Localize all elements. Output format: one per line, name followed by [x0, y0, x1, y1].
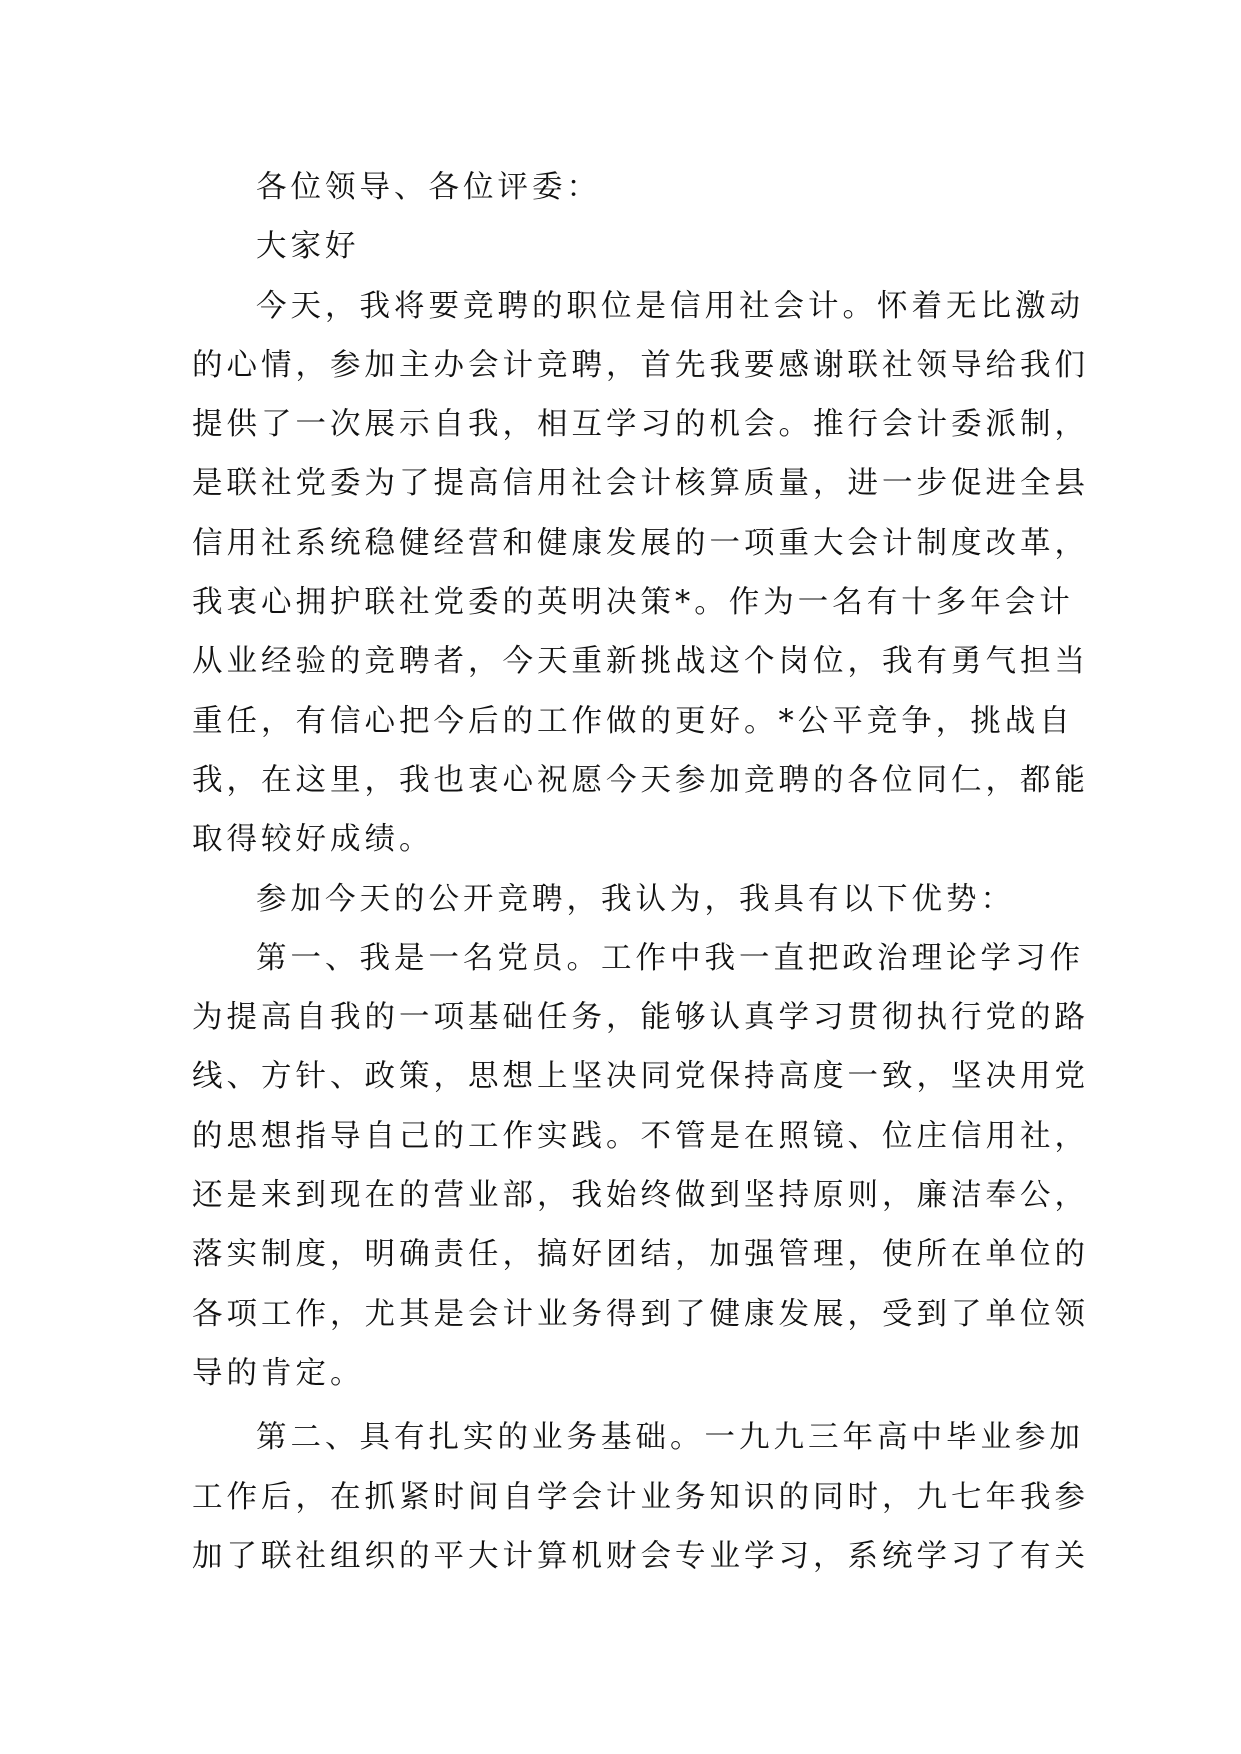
paragraph-1-line: 提供了一次展示自我，相互学习的机会。推行会计委派制，: [192, 407, 1089, 443]
paragraph-3-line: 导的肯定。: [192, 1355, 365, 1391]
paragraph-3-line: 还是来到现在的营业部，我始终做到坚持原则，廉洁奉公，: [192, 1178, 1089, 1214]
paragraph-4-line: 加了联社组织的平大计算机财会专业学习，系统学习了有关: [192, 1538, 1089, 1574]
paragraph-1-line: 从业经验的竞聘者，今天重新挑战这个岗位，我有勇气担当: [192, 644, 1089, 680]
paragraph-1-line: 我衷心拥护联社党委的英明决策*。作为一名有十多年会计: [192, 585, 1074, 621]
paragraph-4-line: 第二、具有扎实的业务基础。一九九三年高中毕业参加: [256, 1420, 1084, 1456]
paragraph-1-line: 信用社系统稳健经营和健康发展的一项重大会计制度改革，: [192, 525, 1089, 561]
paragraph-1-line: 今天，我将要竞聘的职位是信用社会计。怀着无比激动: [256, 288, 1084, 324]
paragraph-3-line: 为提高自我的一项基础任务，能够认真学习贯彻执行党的路: [192, 1000, 1089, 1036]
paragraph-1-line: 取得较好成绩。: [192, 822, 434, 858]
paragraph-3-line: 第一、我是一名党员。工作中我一直把政治理论学习作: [256, 940, 1084, 976]
paragraph-1-line: 重任，有信心把今后的工作做的更好。*公平竞争，挑战自: [192, 703, 1074, 739]
paragraph-2-line: 参加今天的公开竞聘，我认为，我具有以下优势：: [256, 881, 1015, 917]
greeting: 大家好: [256, 229, 360, 265]
document-body: [192, 158, 1089, 1586]
paragraph-3-line: 各项工作，尤其是会计业务得到了健康发展，受到了单位领: [192, 1296, 1089, 1332]
paragraph-3-line: 落实制度，明确责任，搞好团结，加强管理，使所在单位的: [192, 1237, 1089, 1273]
paragraph-1-line: 我，在这里，我也衷心祝愿今天参加竞聘的各位同仁，都能: [192, 762, 1089, 798]
paragraph-1-line: 的心情，参加主办会计竞聘，首先我要感谢联社领导给我们: [192, 347, 1089, 383]
paragraph-4-line: 工作后，在抓紧时间自学会计业务知识的同时，九七年我参: [192, 1479, 1089, 1515]
salutation: 各位领导、各位评委：: [256, 170, 601, 205]
paragraph-3-line: 的思想指导自己的工作实践。不管是在照镜、位庄信用社，: [192, 1118, 1089, 1154]
paragraph-1-line: 是联社党委为了提高信用社会计核算质量，进一步促进全县: [192, 466, 1089, 502]
paragraph-3-line: 线、方针、政策，思想上坚决同党保持高度一致，坚决用党: [192, 1059, 1089, 1095]
